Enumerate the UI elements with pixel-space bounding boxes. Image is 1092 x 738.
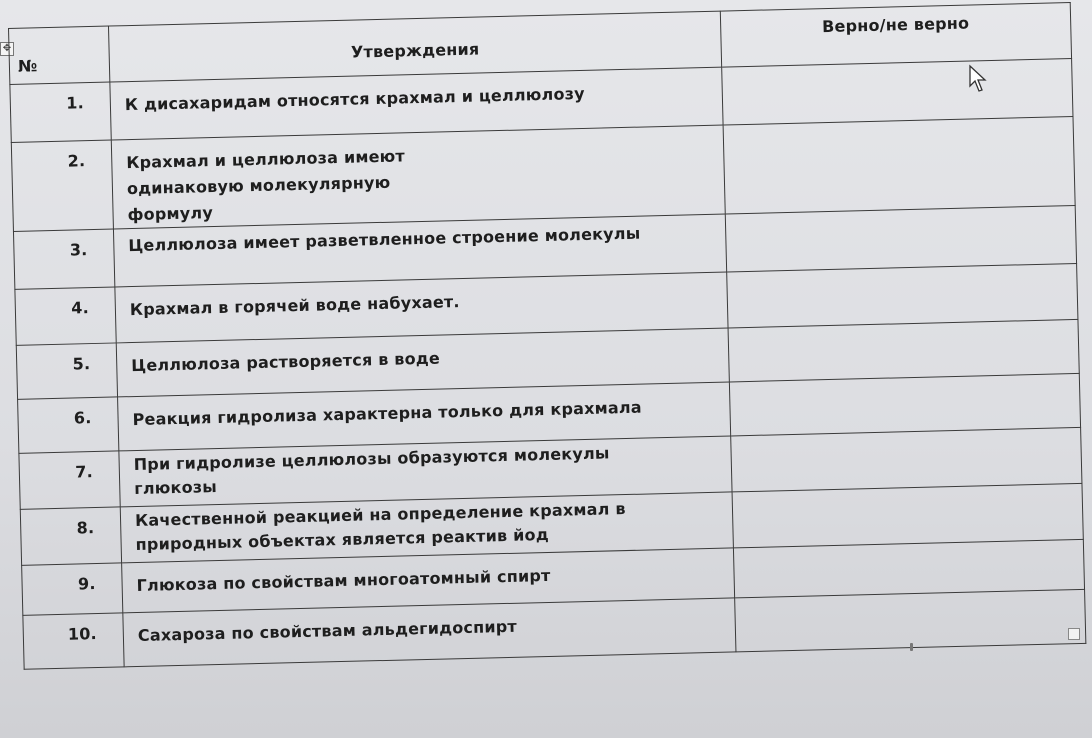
row-number: 8. bbox=[20, 507, 121, 565]
row-statement: Крахмал и целлюлоза имеют одинаковую молекулярную формулу bbox=[111, 125, 725, 229]
row-answer-cell[interactable] bbox=[732, 483, 1083, 548]
row-answer-cell[interactable] bbox=[727, 263, 1078, 328]
mouse-pointer-icon bbox=[968, 64, 992, 94]
row-number: 7. bbox=[19, 451, 120, 509]
row-statement: Глюкоза по свойствам многоатомный спирт bbox=[122, 548, 735, 613]
row-number: 1. bbox=[10, 82, 111, 142]
header-statement: Утверждения bbox=[108, 11, 721, 82]
table-resize-handle-icon[interactable] bbox=[1068, 628, 1080, 640]
table-sheet bbox=[8, 2, 1092, 668]
row-answer-cell[interactable] bbox=[731, 427, 1082, 492]
table-move-handle-icon[interactable]: ✥ bbox=[0, 42, 14, 56]
row-answer-cell[interactable] bbox=[723, 117, 1075, 215]
row-number: 5. bbox=[16, 343, 117, 399]
row-statement: Целлюлоза растворяется в воде bbox=[116, 328, 729, 397]
row-answer-cell[interactable] bbox=[722, 59, 1073, 126]
row-statement: Целлюлоза имеет разветвленное строение молекулы bbox=[113, 214, 726, 287]
row-statement: Качественной реакцией на определение крахмал в природных объектах является реактив йод bbox=[120, 492, 733, 563]
row-answer-cell[interactable] bbox=[733, 539, 1084, 598]
row-number: 9. bbox=[22, 563, 123, 615]
row-number: 2. bbox=[11, 140, 113, 231]
row-statement: Крахмал в горячей воде набухает. bbox=[115, 272, 728, 343]
header-answer: Верно/не верно bbox=[720, 3, 1071, 68]
page-marker bbox=[910, 643, 913, 651]
statements-table bbox=[8, 2, 1086, 670]
row-answer-cell[interactable] bbox=[728, 319, 1079, 382]
row-number: 10. bbox=[23, 613, 124, 669]
row-answer-cell[interactable] bbox=[725, 205, 1076, 272]
header-number: № bbox=[9, 26, 110, 84]
row-statement: Реакция гидролиза характерна только для крахмала bbox=[118, 382, 731, 451]
row-statement: При гидролизе целлюлозы образуются молекулы глюкозы bbox=[119, 436, 732, 507]
row-number: 6. bbox=[18, 397, 119, 453]
row-answer-cell[interactable] bbox=[729, 373, 1080, 436]
row-statement: К дисахаридам относятся крахмал и целлюлозу bbox=[110, 67, 723, 140]
row-number: 4. bbox=[15, 287, 116, 345]
row-number: 3. bbox=[13, 229, 114, 289]
row-statement-text: Сахароза по свойствам альдегидоспирт bbox=[137, 616, 518, 646]
